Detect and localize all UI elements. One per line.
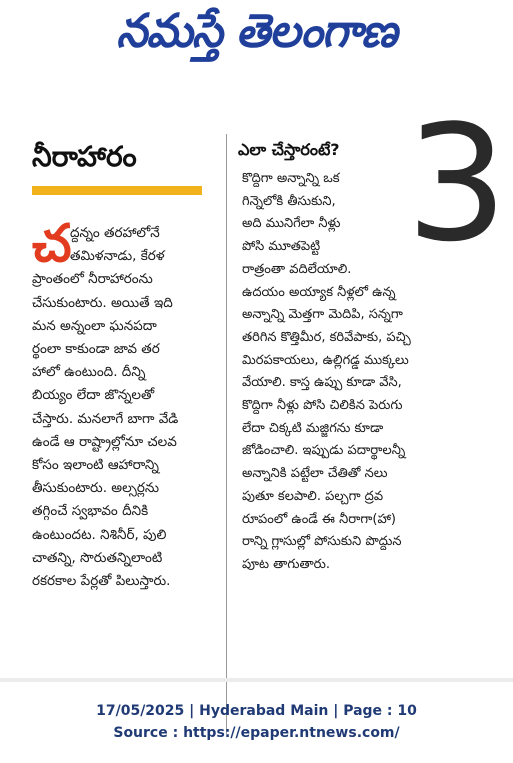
article (0, 82, 513, 672)
recipe-line: వేయాలి. కాస్త ఉప్పు కూడా వేసి, (242, 375, 402, 391)
article-title: నీరాహారం (32, 140, 137, 173)
big-number-three: 3 (406, 90, 508, 277)
column-divider (226, 134, 227, 734)
recipe-line: గిన్నెలోకి తీసుకుని, (242, 193, 336, 209)
body-line: రకరకాల పేర్లతో పిలుస్తారు. (32, 573, 171, 590)
recipe-line: కొద్దిగా అన్నాన్ని ఒక (242, 171, 340, 186)
left-body-text (32, 214, 220, 593)
footer-date-edition: 17/05/2025 | Hyderabad Main | Page : 10 (96, 703, 417, 719)
body-line: ఉండే ఆ రాష్ట్రాల్లోనూ చలవ (32, 433, 177, 450)
recipe-line: పుతూ కలపాలి. పల్చగా ద్రవ (242, 488, 384, 504)
right-body-text (242, 168, 502, 577)
recipe-line: అన్నాన్ని మెత్తగా మెదిపి, సన్నగా (242, 307, 403, 323)
newspaper-masthead (0, 0, 513, 74)
body-line: తగ్గించే స్వభావం దీనికి (32, 503, 149, 520)
body-line: హాలో ఉంటుంది. దీన్ని (32, 364, 146, 381)
recipe-line: పోసి మూతపెట్టి (242, 239, 321, 255)
body-line: బియ్యం లేదా జొన్నలతో (32, 387, 155, 404)
masthead-title: నమస్తే తెలంగాణ (116, 4, 397, 58)
footer-rule (0, 678, 513, 682)
recipe-line: రాన్ని గ్లాసుల్లో పోసుకుని పొద్దున (242, 534, 402, 550)
recipe-line: జోడించాలి. ఇప్పుడు పదార్థాలన్నీ (242, 443, 406, 459)
body-line: చేస్తారు. మనలాగే బాగా వేడి (32, 410, 179, 427)
recipe-line: కొద్దిగా నీళ్లు పోసి చిలికిన పెరుగు (242, 398, 403, 414)
body-line: తమిళనాడు, కేరళ (70, 248, 165, 265)
source-footer (0, 700, 513, 744)
body-line: చాతన్ని, సొరుతన్నిలాంటి (32, 549, 163, 566)
body-line: ఉంటుందట. నిశినీర్, పులి (32, 526, 167, 543)
recipe-line: మిరపకాయలు, ఉల్లిగడ్డ ముక్కలు (242, 352, 409, 368)
body-line: చేసుకుంటారు. అయితే ఇది (32, 294, 173, 311)
recipe-heading: ఎలా చేస్తారంటే? (238, 140, 340, 159)
recipe-line: పూట తాగుతారు. (242, 556, 331, 572)
recipe-line: రాత్రంతా వదిలేయాలి. (242, 261, 352, 277)
body-line: తీసుకుంటారు. అల్సర్లను (32, 480, 160, 497)
recipe-line: లేదా చిక్కటి మజ్జిగను కూడా (242, 420, 384, 436)
drop-cap: చ (32, 214, 72, 274)
recipe-line: తరిగిన కొత్తిమీర, కరివేపాకు, పచ్చి (242, 329, 411, 345)
body-line: ర్థంలా కాకుండా జావ తర (32, 341, 160, 358)
recipe-line: అది మునిగేలా నీళ్లు (242, 216, 341, 232)
body-line: ద్దన్నం తరహాలోనే (70, 225, 160, 241)
body-line: కోసం ఇలాంటి ఆహారాన్ని (32, 457, 159, 474)
recipe-line: ఉదయం అయ్యాక నీళ్లలో ఉన్న (242, 284, 396, 300)
recipe-line: అన్నానికి పట్టేలా చేతితో నలు (242, 466, 388, 482)
footer-source-link[interactable]: Source : https://epaper.ntnews.com/ (113, 725, 400, 741)
body-line: ప్రాంతంలో నీరాహారంను (32, 271, 153, 288)
recipe-line: రూపంలో ఉండే ఈ నీరాగా(హా) (242, 511, 396, 527)
body-line: మన అన్నంలా ఘనపదా (32, 317, 157, 334)
title-underline-bar (32, 186, 202, 195)
